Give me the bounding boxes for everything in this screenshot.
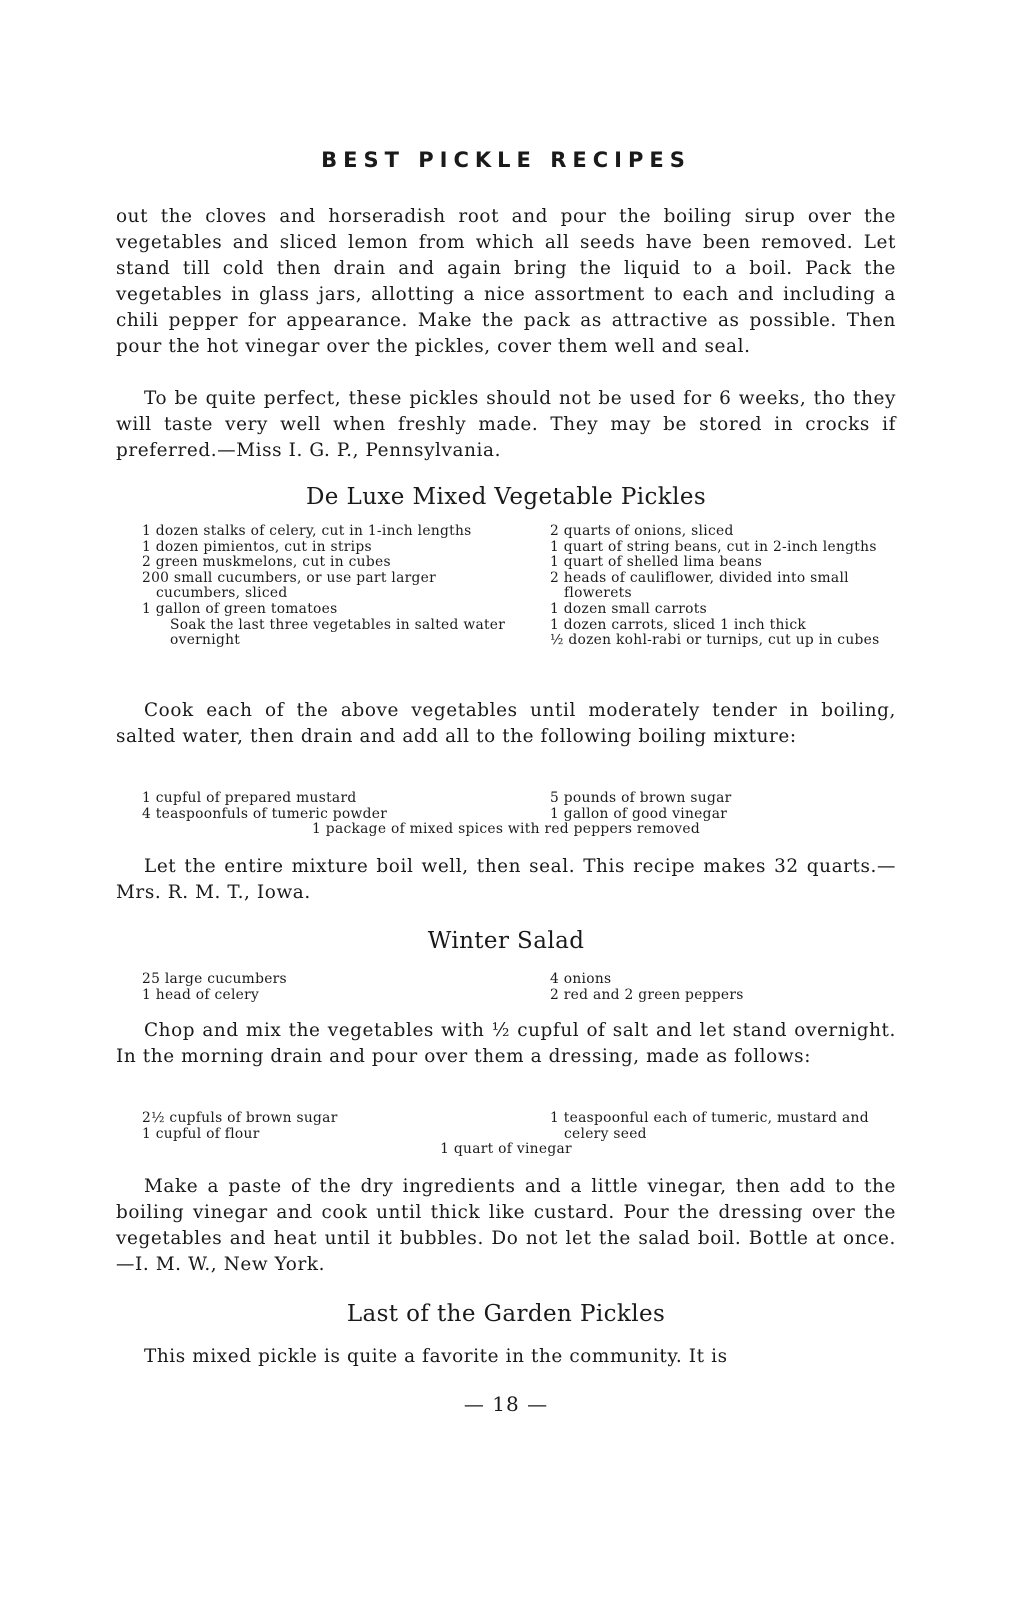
dressing-item: 1 teaspoonful each of tumeric, mustard and celery seed — [550, 1110, 869, 1142]
recipe-title-winter-salad: Winter Salad — [427, 928, 585, 954]
de-luxe-mixture-left — [142, 791, 512, 822]
recipe-title-de-luxe: De Luxe Mixed Vegetable Pickles — [305, 484, 707, 510]
winter-salad-ingredients-right — [550, 972, 900, 1003]
ingredient-item: 1 dozen carrots, sliced 1 inch thick — [550, 616, 807, 633]
de-luxe-mixture-center: 1 package of mixed spices with red peppers removed — [312, 821, 700, 837]
ingredient-item: 1 dozen small carrots — [550, 600, 707, 617]
ingredient-item: 25 large cucumbers — [142, 971, 287, 987]
recipe-title-last-of-garden: Last of the Garden Pickles — [346, 1301, 666, 1327]
ingredient-item: 2 red and 2 green peppers — [550, 986, 744, 1003]
mixture-item: 5 pounds of brown sugar — [550, 790, 732, 806]
ingredient-item: 200 small cucumbers, or use part larger cucumbers, sliced — [142, 569, 436, 602]
ingredient-item: 2 quarts of onions, sliced — [550, 523, 734, 539]
winter-salad-paragraph-2: Make a paste of the dry ingredients and a little vinegar, then add to the boiling vinegar and cook until thick like custard. Pour the dressing over the vegetables and heat until it bubbles. Do not let the salad boil. Bottle at once.—I. M. W., New York. — [116, 1176, 896, 1275]
winter-salad-dressing-center: 1 quart of vinegar — [440, 1141, 572, 1157]
ingredient-item: 4 onions — [550, 971, 612, 987]
ingredient-item: ½ dozen kohl-rabi or turnips, cut up in cubes — [550, 632, 880, 649]
de-luxe-ingredients-left — [142, 524, 512, 649]
ingredient-note: Soak the last three vegetables in salted water overnight — [170, 616, 506, 649]
de-luxe-ingredients-right — [550, 524, 900, 649]
running-head: BEST PICKLE RECIPES — [321, 148, 691, 172]
dressing-item: 1 cupful of flour — [142, 1125, 260, 1142]
ingredient-item: 1 head of celery — [142, 986, 260, 1003]
winter-salad-dressing-right — [550, 1111, 890, 1142]
mixture-item: 1 gallon of good vinegar — [550, 805, 728, 822]
continued-paragraph-2: To be quite perfect, these pickles should not be used for 6 weeks, tho they will taste very well when freshly made. They may be stored in crocks if preferred.—Miss I. G. P., Pennsylvania. — [116, 388, 896, 461]
winter-salad-paragraph-1: Chop and mix the vegetables with ½ cupful of salt and let stand overnight. In the morning drain and pour over them a dressing, made as follows: — [116, 1020, 896, 1067]
ingredient-item: 1 dozen stalks of celery, cut in 1-inch lengths — [142, 523, 472, 539]
ingredient-item: 1 gallon of green tomatoes — [142, 600, 338, 617]
mixture-item: 4 teaspoonfuls of tumeric powder — [142, 805, 388, 822]
ingredient-item: 2 heads of cauliflower, divided into small flowerets — [550, 569, 849, 602]
ingredient-item: 1 quart of string beans, cut in 2-inch lengths — [550, 538, 877, 555]
winter-salad-ingredients-left — [142, 972, 512, 1003]
dressing-item: 2½ cupfuls of brown sugar — [142, 1110, 338, 1126]
winter-salad-dressing-left — [142, 1111, 512, 1142]
de-luxe-paragraph-2: Let the entire mixture boil well, then seal. This recipe makes 32 quarts.—Mrs. R. M. T., Iowa. — [116, 856, 896, 903]
ingredient-item: 1 quart of shelled lima beans — [550, 554, 763, 571]
de-luxe-paragraph-1: Cook each of the above vegetables until moderately tender in boiling, salted water, then drain and add all to the following boiling mixture: — [116, 700, 896, 747]
ingredient-item: 2 green muskmelons, cut in cubes — [142, 554, 391, 571]
mixture-item: 1 cupful of prepared mustard — [142, 790, 357, 806]
last-of-garden-paragraph-1: This mixed pickle is quite a favorite in the community. It is — [144, 1346, 728, 1367]
ingredient-item: 1 dozen pimientos, cut in strips — [142, 538, 372, 555]
continued-paragraph-1: out the cloves and horseradish root and pour the boiling sirup over the vegetables and sliced lemon from which all seeds have been removed. Let stand till cold then drain and again bring the liquid to a boil. Pack the vegetables in glass jars, allotting a nice assortment to each and including a chili pepper for appearance. Make the pack as attractive as possible. Then pour the hot vinegar over the pickles, cover them well and seal. — [116, 206, 896, 357]
de-luxe-mixture-right — [550, 791, 900, 822]
page-number: — 18 — — [463, 1392, 549, 1416]
